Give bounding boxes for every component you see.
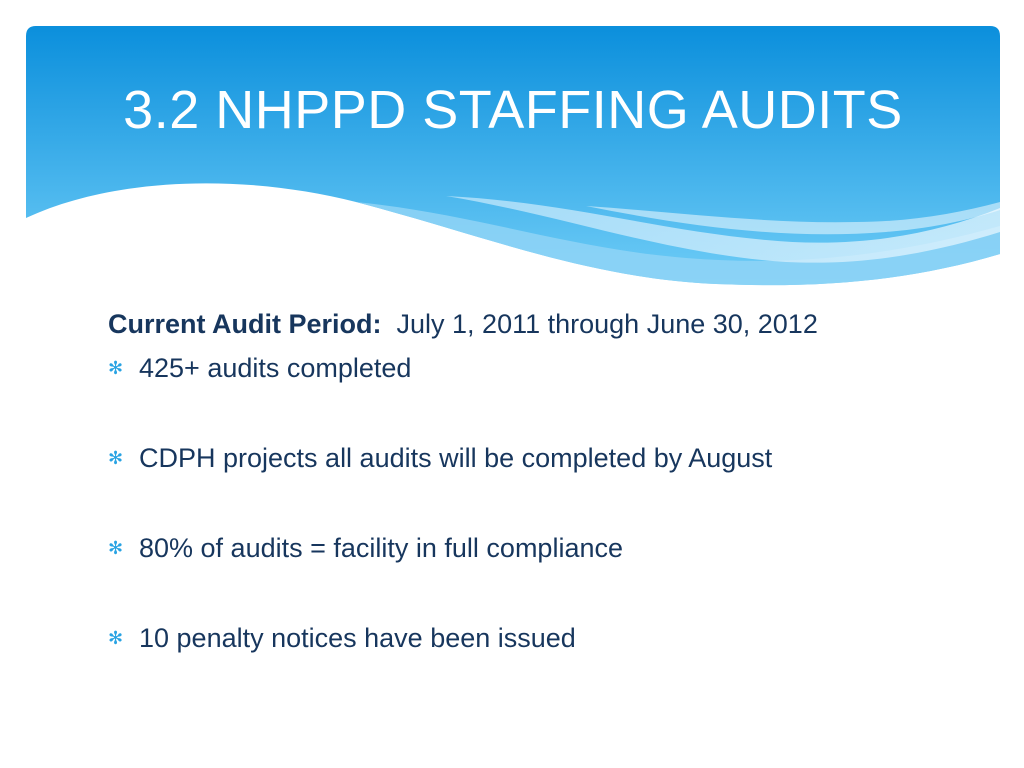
slide-body	[108, 302, 968, 660]
bullet-item	[108, 616, 968, 660]
spacer	[108, 570, 968, 616]
bullet-item	[108, 346, 968, 390]
slide-title: 3.2 NHPPD STAFFING AUDITS	[123, 80, 903, 140]
bullet-item	[108, 436, 968, 480]
wave-banner-graphic	[26, 26, 1000, 291]
bullet-text: 10 penalty notices have been issued	[139, 623, 576, 653]
audit-period-label: Current Audit Period:	[108, 309, 382, 339]
asterisk-bullet-icon: ✻	[108, 538, 124, 558]
bullet-item	[108, 526, 968, 570]
title-banner	[26, 26, 1000, 291]
audit-period-value: July 1, 2011 through June 30, 2012	[396, 309, 818, 339]
asterisk-bullet-icon: ✻	[108, 628, 124, 648]
asterisk-bullet-icon: ✻	[108, 448, 124, 468]
spacer	[108, 480, 968, 526]
asterisk-bullet-icon: ✻	[108, 358, 124, 378]
bullet-text: 80% of audits = facility in full compliance	[139, 533, 623, 563]
bullet-text: 425+ audits completed	[139, 353, 412, 383]
spacer	[108, 390, 968, 436]
audit-period-line	[108, 302, 968, 346]
bullet-text: CDPH projects all audits will be completed by August	[139, 443, 773, 473]
